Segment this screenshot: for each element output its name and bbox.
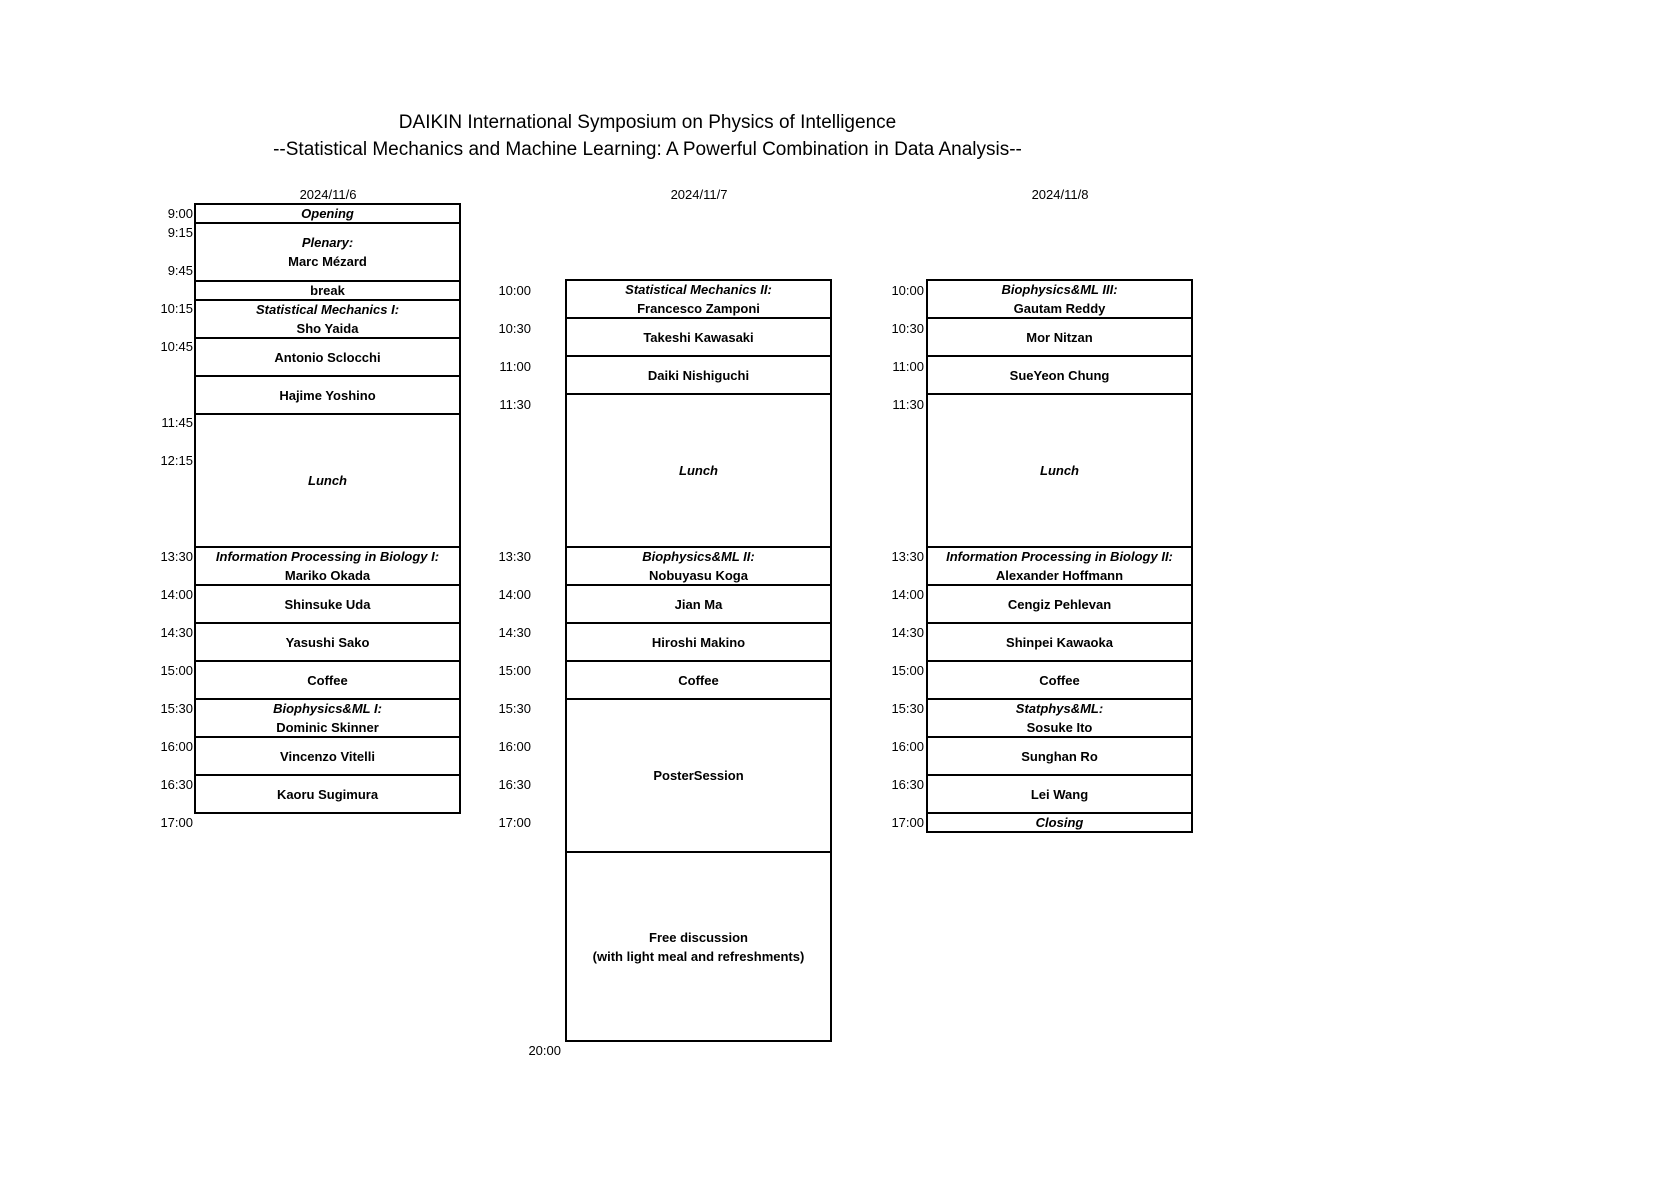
speaker-name: Dominic Skinner [276,720,379,735]
time-label: 11:45 [161,415,193,430]
session-free-discussion [565,851,832,1042]
session-note: (with light meal and refreshments) [592,948,805,964]
session-label: Information Processing in Biology II: [946,549,1173,564]
speaker-name: Jian Ma [674,596,723,612]
talk [926,584,1193,624]
time-label: 14:00 [891,587,924,602]
time-label: 10:15 [160,301,193,316]
session-label: Opening [301,206,354,221]
talk [926,736,1193,776]
speaker-name: Vincenzo Vitelli [280,748,375,764]
time-label: 17:00 [498,815,531,830]
session-label: Biophysics&ML III: [1001,282,1118,297]
session-lunch [565,393,832,548]
talk [194,584,461,624]
speaker-name: Sosuke Ito [1026,720,1093,735]
talk [565,317,832,357]
talk [926,355,1193,395]
session-label: Information Processing in Biology I: [215,549,440,564]
speaker-name: PosterSession [653,768,744,783]
day2-date: 2024/11/7 [670,187,728,202]
time-label: 20:00 [528,1043,561,1058]
time-label: 13:30 [160,549,193,564]
session-biophysics-ml-2 [565,546,832,586]
time-label: 16:30 [160,777,193,792]
time-label: 15:00 [891,663,924,678]
session-break [194,280,461,301]
speaker-name: Lei Wang [1030,786,1089,802]
day1-date: 2024/11/6 [299,187,357,202]
time-label: 16:00 [891,739,924,754]
talk [926,317,1193,357]
time-label: 10:30 [891,321,924,336]
time-label: 17:00 [891,815,924,830]
time-label: 15:30 [891,701,924,716]
time-label: 11:30 [892,397,924,412]
speaker-name: Cengiz Pehlevan [1007,596,1112,612]
speaker-name: SueYeon Chung [1009,367,1110,383]
day3-date: 2024/11/8 [1031,187,1089,202]
session-biophysics-ml-3 [926,279,1193,319]
time-label: 9:00 [167,206,193,221]
session-coffee [926,660,1193,700]
speaker-name: Yasushi Sako [285,634,370,650]
time-label: 9:15 [167,225,193,240]
session-closing [926,812,1193,833]
session-biophysics-ml-1 [194,698,461,738]
session-statphys-ml [926,698,1193,738]
talk [194,375,461,415]
session-label: Biophysics&ML II: [642,549,755,564]
time-label: 13:30 [498,549,531,564]
speaker-name: Sunghan Ro [1021,748,1098,764]
time-label: 15:00 [498,663,531,678]
speaker-name: Marc Mézard [288,254,367,269]
time-label: 14:00 [498,587,531,602]
time-label: 10:45 [160,339,193,354]
speaker-name: Shinsuke Uda [284,596,371,612]
time-label: 11:30 [499,397,531,412]
speaker-name: Free discussion [649,929,748,945]
session-statmech-2 [565,279,832,319]
talk [565,622,832,662]
speaker-name: Coffee [307,672,348,688]
session-lunch [194,413,461,548]
time-label: 14:30 [498,625,531,640]
talk [194,337,461,377]
speaker-name: Coffee [1039,672,1080,688]
time-label: 16:00 [498,739,531,754]
speaker-name: Mariko Okada [284,568,371,583]
speaker-name: Daiki Nishiguchi [647,367,750,383]
talk [926,774,1193,814]
time-label: 16:30 [498,777,531,792]
talk [194,736,461,776]
speaker-name: Takeshi Kawasaki [643,329,754,345]
speaker-name: Francesco Zamponi [637,301,760,316]
time-label: 14:00 [160,587,193,602]
speaker-name: Mor Nitzan [1026,329,1093,345]
session-label: Statistical Mechanics II: [625,282,772,297]
session-label: Closing [1035,815,1084,830]
session-label: Lunch [308,473,347,488]
speaker-name: break [310,283,345,298]
time-label: 14:30 [891,625,924,640]
speaker-name: Hiroshi Makino [651,634,746,650]
time-label: 14:30 [160,625,193,640]
speaker-name: Antonio Sclocchi [274,349,381,365]
time-label: 16:30 [891,777,924,792]
session-plenary [194,222,461,282]
time-label: 10:30 [498,321,531,336]
talk [565,584,832,624]
speaker-name: Nobuyasu Koga [649,568,748,583]
session-poster [565,698,832,853]
speaker-name: Sho Yaida [296,321,359,336]
session-coffee [194,660,461,700]
symposium-subtitle: --Statistical Mechanics and Machine Learning: A Powerful Combination in Data Analysis-- [273,139,1022,160]
time-label: 15:00 [160,663,193,678]
time-label: 11:00 [499,359,531,374]
speaker-name: Coffee [678,672,719,688]
time-label: 15:30 [160,701,193,716]
session-coffee [565,660,832,700]
time-label: 12:15 [160,453,193,468]
speaker-name: Shinpei Kawaoka [1006,634,1113,650]
speaker-name: Kaoru Sugimura [276,786,379,802]
talk [565,355,832,395]
session-info-bio-2 [926,546,1193,586]
time-label: 10:00 [498,283,531,298]
time-label: 16:00 [160,739,193,754]
session-label: Lunch [679,463,718,478]
session-info-bio-1 [194,546,461,586]
symposium-title: DAIKIN International Symposium on Physics of Intelligence [398,112,897,133]
session-label: Statphys&ML: [1015,701,1104,716]
session-label: Plenary: [301,235,354,250]
time-label: 11:00 [892,359,924,374]
session-lunch [926,393,1193,548]
time-label: 17:00 [160,815,193,830]
time-label: 10:00 [891,283,924,298]
session-label: Statistical Mechanics I: [255,302,400,317]
session-opening [194,203,461,224]
speaker-name: Alexander Hoffmann [995,568,1124,583]
session-label: Lunch [1040,463,1079,478]
talk [926,622,1193,662]
talk [194,774,461,814]
session-label: Biophysics&ML I: [273,701,382,716]
time-label: 13:30 [891,549,924,564]
talk [194,622,461,662]
session-statmech-1 [194,299,461,339]
speaker-name: Hajime Yoshino [279,387,376,403]
speaker-name: Gautam Reddy [1013,301,1106,316]
time-label: 15:30 [498,701,531,716]
time-label: 9:45 [167,263,193,278]
